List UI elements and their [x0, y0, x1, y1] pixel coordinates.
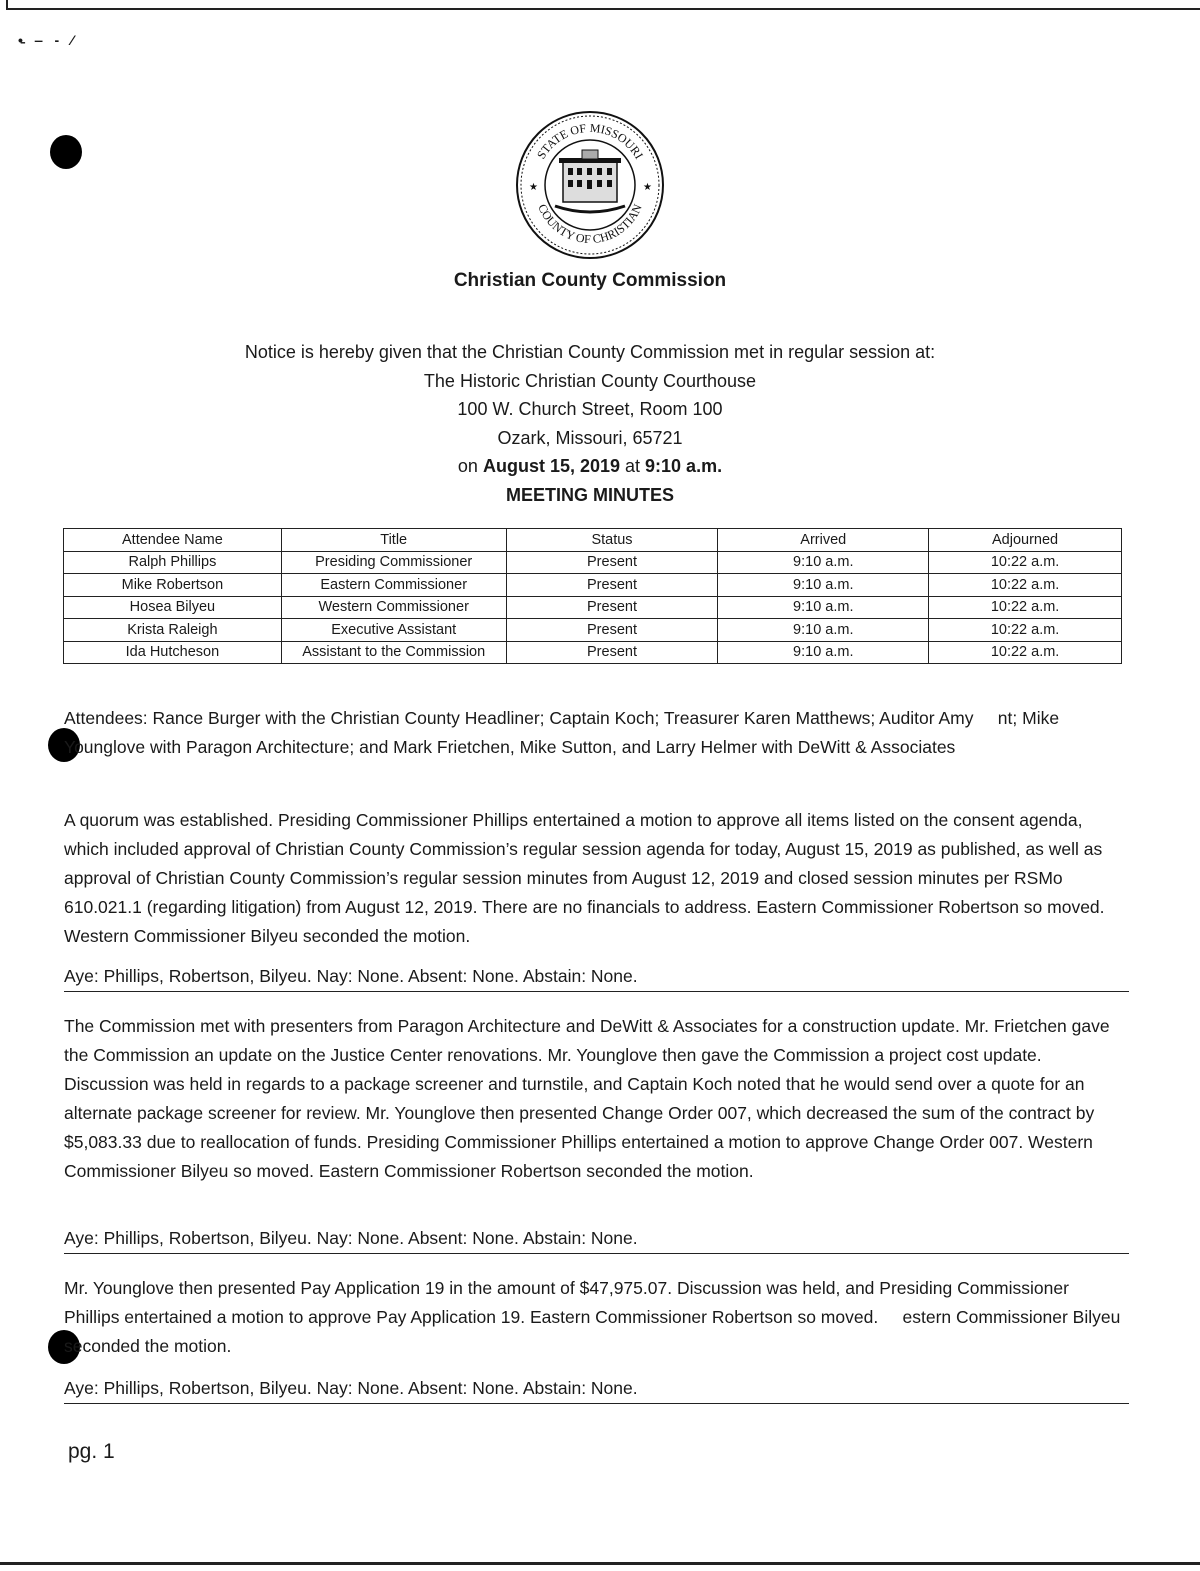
attendee-name: Ida Hutcheson [64, 641, 282, 664]
attendee-status: Present [506, 574, 718, 597]
attendee-title: Eastern Commissioner [281, 574, 506, 597]
table-row [64, 574, 1122, 597]
vote-record-1: Aye: Phillips, Robertson, Bilyeu. Nay: None. Absent: None. Abstain: None. [64, 966, 1129, 992]
svg-text:★: ★ [529, 182, 538, 193]
table-row [64, 551, 1122, 574]
scan-edge-tick [6, 0, 8, 10]
attendee-name: Krista Raleigh [64, 619, 282, 642]
scan-marks: •̵ ‒ ‐ ⁄ [18, 32, 78, 48]
attendee-arrived: 9:10 a.m. [718, 551, 929, 574]
attendance-table [63, 528, 1122, 664]
attendees-paragraph: Attendees: Rance Burger with the Christian County Headliner; Captain Koch; Treasurer Karen Matthews; Auditor Amy nt; Mike Younglove with Paragon Architecture; and Mark Frietchen, Mike Sutton, and Larry Helmer with DeWitt & Associates [64, 708, 1060, 757]
attendee-title: Presiding Commissioner [281, 551, 506, 574]
on-label: on [457, 456, 483, 476]
table-header-row [64, 529, 1122, 552]
attendee-arrived: 9:10 a.m. [718, 619, 929, 642]
attendee-adjourned: 10:22 a.m. [929, 574, 1122, 597]
meeting-time: 9:10 a.m. [645, 456, 723, 476]
column-header: Attendee Name [64, 529, 282, 552]
meeting-notice [0, 338, 1180, 509]
attendee-status: Present [506, 551, 718, 574]
column-header: Arrived [718, 529, 929, 552]
attendee-name: Ralph Phillips [64, 551, 282, 574]
page-title: Christian County Commission [453, 270, 727, 291]
at-label: at [620, 456, 646, 476]
vote-record-3: Aye: Phillips, Robertson, Bilyeu. Nay: None. Absent: None. Abstain: None. [64, 1378, 1129, 1404]
column-header: Title [281, 529, 506, 552]
attendee-title: Executive Assistant [281, 619, 506, 642]
document-subtitle: MEETING MINUTES [505, 484, 674, 505]
meeting-date: August 15, 2019 [482, 456, 621, 476]
attendee-arrived: 9:10 a.m. [718, 641, 929, 664]
venue-city: Ozark, Missouri, 65721 [497, 427, 683, 448]
venue-street: 100 W. Church Street, Room 100 [457, 399, 723, 419]
county-seal-logo [515, 110, 665, 260]
attendee-status: Present [506, 596, 718, 619]
attendee-title: Western Commissioner [281, 596, 506, 619]
table-row [64, 641, 1122, 664]
minutes-paragraph-1: A quorum was established. Presiding Commissioner Phillips entertained a motion to approve all items listed on the consent agenda, which included approval of Christian County Commission’s regular session agenda for today, August 15, 2019 as published, as well as approval of Christian County Commission’s regular session minutes from August 12, 2019 and closed session minutes per RSMo 610.021.1 (regarding litigation) from August 12, 2019. There are no financials to address. Eastern Commissioner Robertson so moved. Western Commissioner Bilyeu seconded the motion. [64, 810, 1105, 946]
attendee-adjourned: 10:22 a.m. [929, 596, 1122, 619]
attendee-status: Present [506, 641, 718, 664]
attendee-status: Present [506, 619, 718, 642]
column-header: Adjourned [929, 529, 1122, 552]
attendee-name: Hosea Bilyeu [64, 596, 282, 619]
scan-edge-top [8, 8, 1200, 10]
attendee-adjourned: 10:22 a.m. [929, 619, 1122, 642]
attendee-adjourned: 10:22 a.m. [929, 641, 1122, 664]
scan-edge-bottom [0, 1562, 1200, 1565]
column-header: Status [506, 529, 718, 552]
table-row [64, 596, 1122, 619]
minutes-paragraph-2: The Commission met with presenters from Paragon Architecture and DeWitt & Associates for a construction update. Mr. Frietchen gave the Commission an update on the Justice Center renovations. Mr. Younglove then gave the Commission a project cost update. Discussion was held in regards to a package screener and turnstile, and Captain Koch noted that he would send over a quote for an alternate package screener for review. Mr. Younglove then presented Change Order 007, which decreased the sum of the contract by $5,083.33 due to reallocation of funds. Presiding Commissioner Phillips entertained a motion to approve Change Order 007. Western Commissioner Bilyeu so moved. Eastern Commissioner Robertson seconded the motion. [64, 1016, 1110, 1181]
venue-name: The Historic Christian County Courthouse [423, 370, 757, 391]
attendee-title: Assistant to the Commission [281, 641, 506, 664]
attendee-arrived: 9:10 a.m. [718, 596, 929, 619]
minutes-paragraph-3: Mr. Younglove then presented Pay Application 19 in the amount of $47,975.07. Discussion was held, and Presiding Commissioner Phillips entertained a motion to approve Pay Application 19. Eastern Commissioner Robertson so moved. estern Commissioner Bilyeu seconded the motion. [64, 1278, 1121, 1356]
attendee-adjourned: 10:22 a.m. [929, 551, 1122, 574]
table-row [64, 619, 1122, 642]
seal-bottom-text: COUNTY OF CHRISTIAN [535, 201, 645, 247]
attendee-name: Mike Robertson [64, 574, 282, 597]
courthouse-drawing [555, 150, 625, 212]
meeting-datetime [0, 452, 1180, 481]
punch-hole-1 [50, 135, 82, 169]
notice-line: Notice is hereby given that the Christian County Commission met in regular session at: [244, 342, 936, 362]
page-number: pg. 1 [68, 1440, 115, 1463]
seal-top-text: STATE OF MISSOURI [533, 120, 647, 162]
attendee-arrived: 9:10 a.m. [718, 574, 929, 597]
vote-record-2: Aye: Phillips, Robertson, Bilyeu. Nay: None. Absent: None. Abstain: None. [64, 1228, 1129, 1254]
svg-text:★: ★ [643, 182, 652, 193]
